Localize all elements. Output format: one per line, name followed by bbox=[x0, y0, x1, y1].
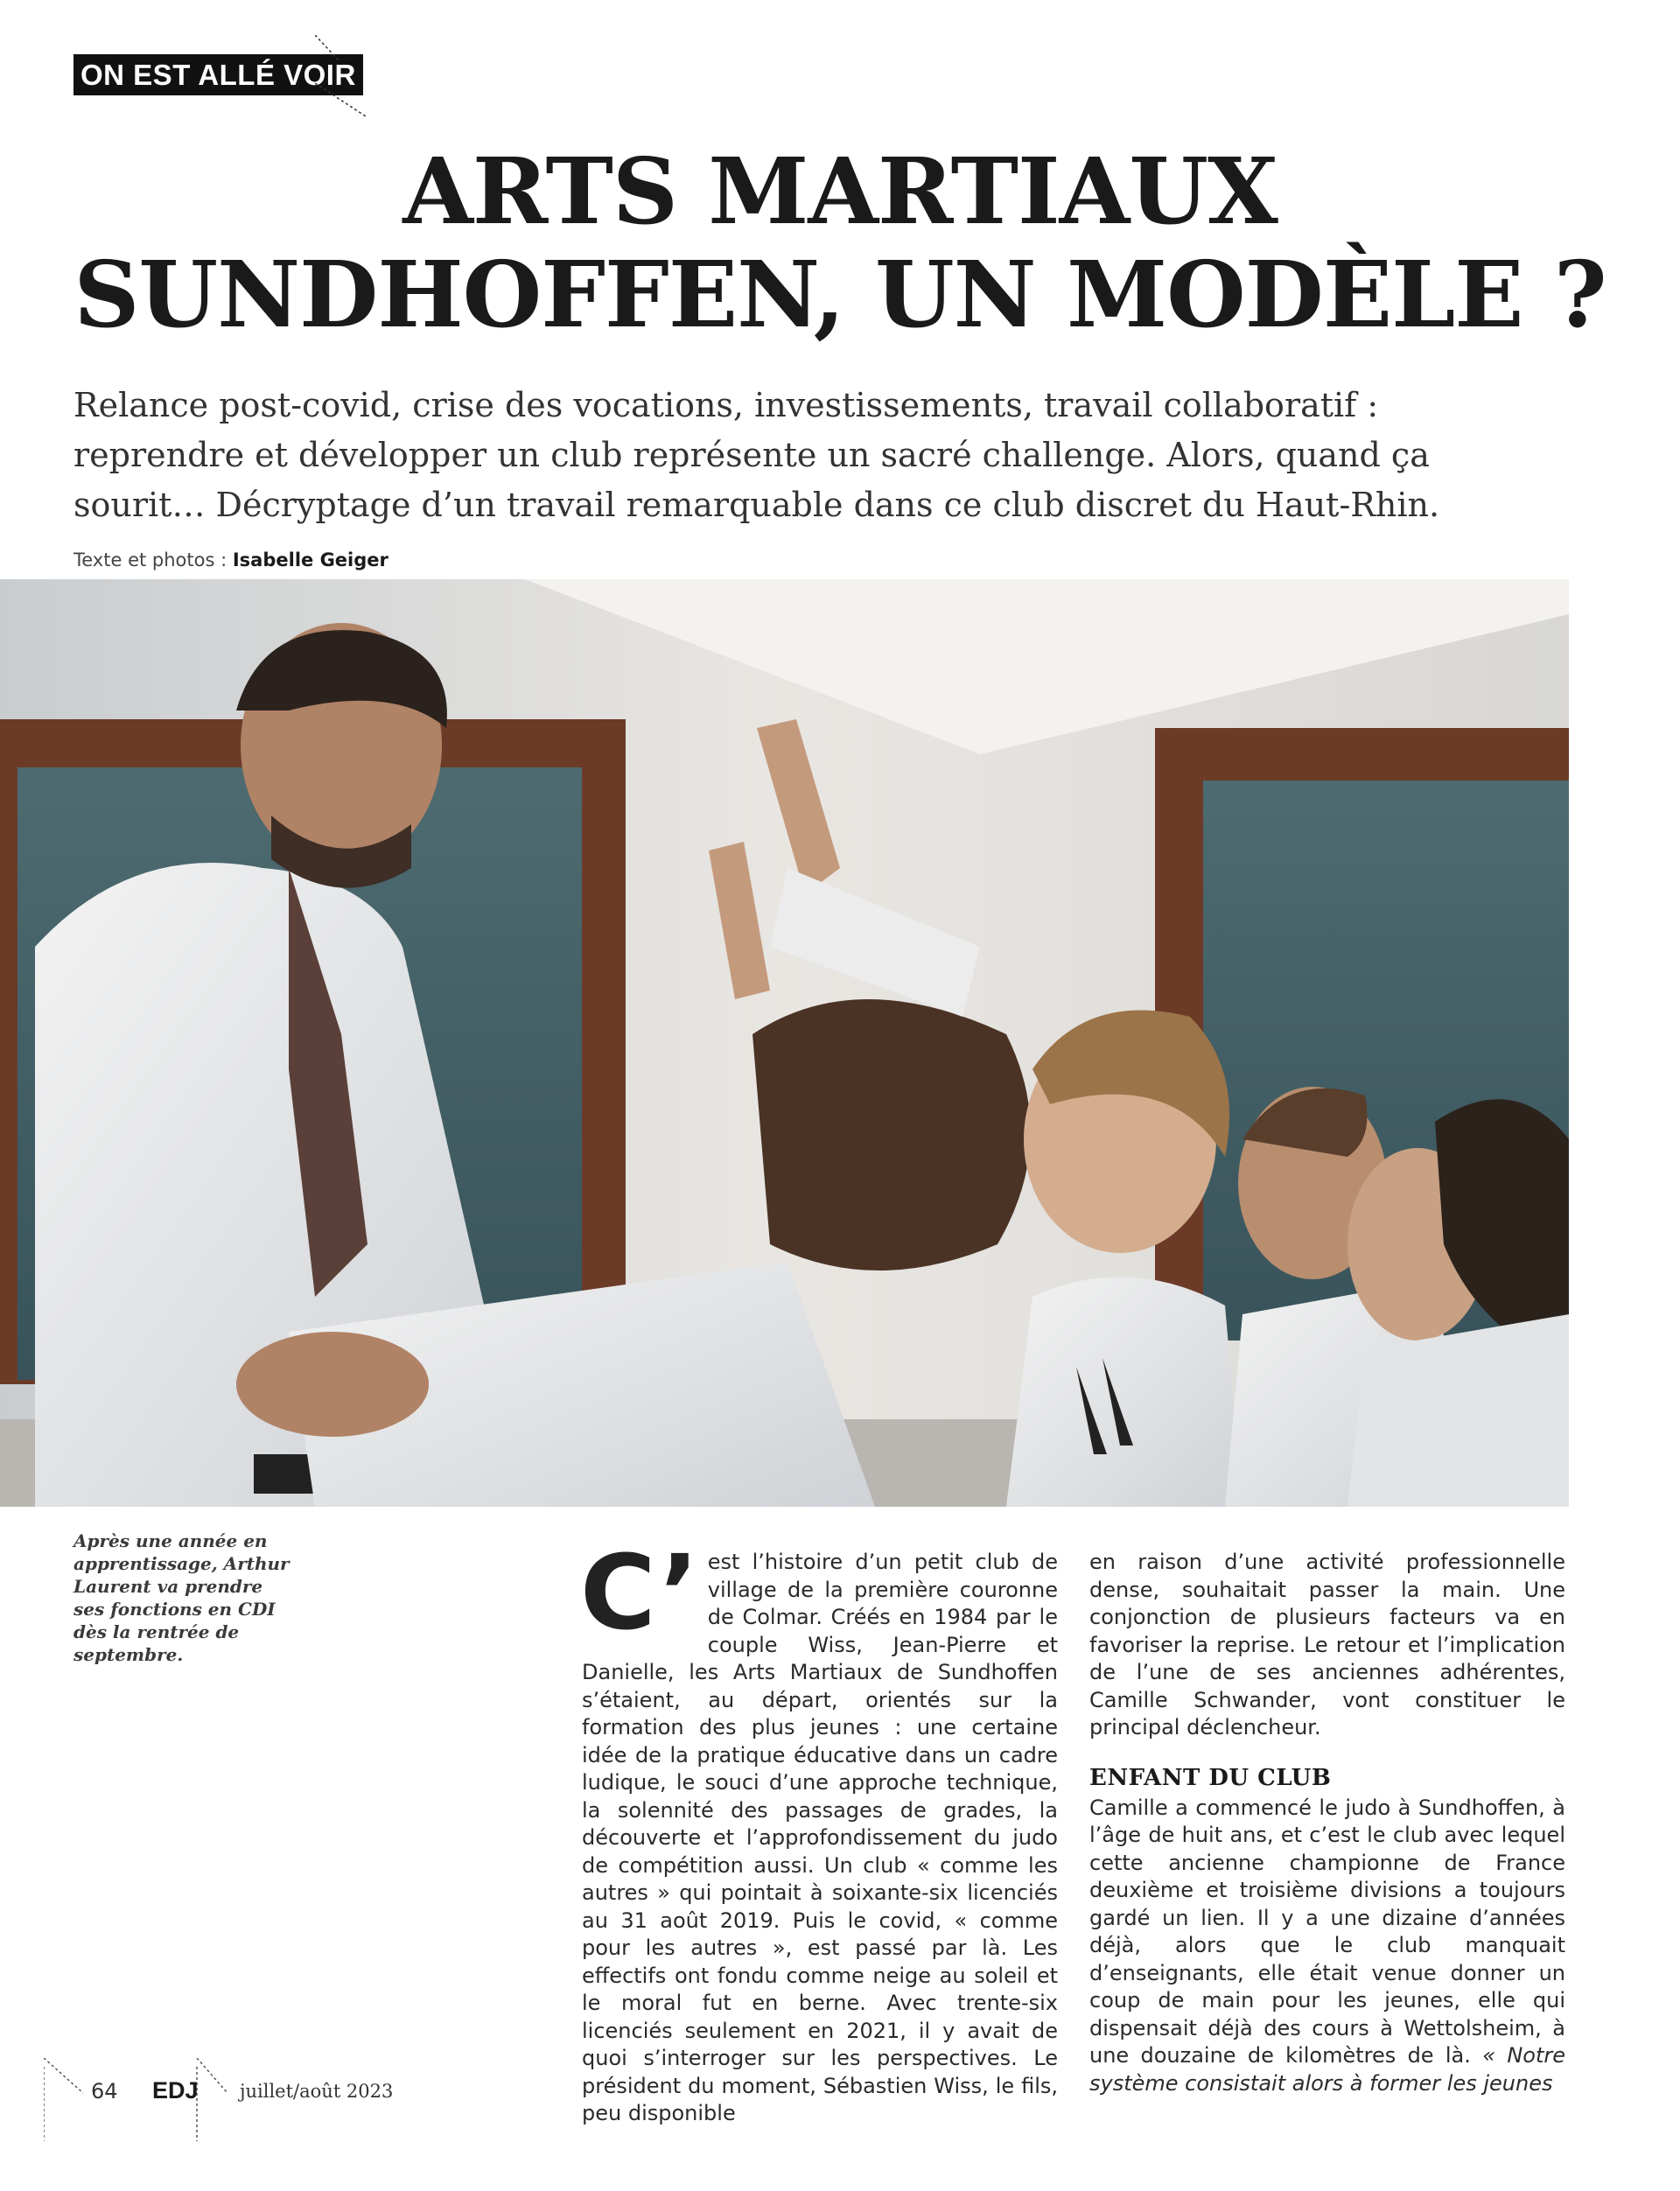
photo-caption: Après une année en apprentissage, Arthur Laurent va prendre ses fonctions en CDI dès la rentrée de septembre. bbox=[74, 1530, 290, 1665]
article-lead bbox=[74, 381, 1474, 585]
judo-class-photo bbox=[0, 579, 1569, 1507]
title-line-1: ARTS MARTIAUX bbox=[402, 137, 1278, 245]
issue-date: juillet/août 2023 bbox=[240, 2081, 394, 2102]
drop-cap: C’ bbox=[580, 1532, 699, 1653]
paragraph-1: est l’histoire d’un petit club de village de la première couronne de Colmar. Créés en 1984 par le couple Wiss, Jean-Pierre et Danielle, les Arts Martiaux de Sundhoffen s’étaient, au départ, orientés sur la formation des plus jeunes : une certaine idée de la pratique éducative dans un cadre ludique, le souci d’une approche technique, la solennité des passages de grades, la découverte et l’approfondissement du judo de compétition aussi. Un club « comme les autres » qui pointait à soixante-six licenciés au 31 août 2019. Puis le covid, « comme pour les autres », est passé par là. Les effectifs ont fondu comme neige au soleil et le moral fut en berne. Avec trente-six licenciés seulement en 2021, il y avait de quoi s’interroger sur les perspectives. Le président du moment, Sébastien Wiss, le fils, peu disponible bbox=[582, 1550, 1058, 2125]
quote-start: « Notre système consistait alors à former les jeunes bbox=[1089, 2043, 1566, 2096]
article-column-2 bbox=[1089, 1549, 1565, 2097]
kicker-decoration bbox=[315, 35, 368, 118]
section-subheading: ENFANT DU CLUB bbox=[1089, 1764, 1332, 1791]
article-column-1 bbox=[580, 1532, 1058, 2128]
page-number: 64 bbox=[91, 2079, 118, 2104]
lead-text: Relance post-covid, crise des vocations, investissements, travail collaboratif : reprendre et développer un club représente un sacré challenge. Alors, quand ça sourit… Décryptage d’un travail remarquable dans ce club discret du Haut-Rhin. bbox=[74, 386, 1440, 524]
paragraph-2: en raison d’une activité professionnelle dense, souhaitait passer la main. Une conjonction de plusieurs facteurs va en favoriser la reprise. Le retour et l’implication de l’une de ses anciennes adhérentes, Camille Schwander, vont constituer le principal déclencheur. bbox=[1089, 1550, 1565, 1740]
photo-illustration bbox=[0, 579, 1569, 1507]
paragraph-3: Camille a commencé le judo à Sundhoffen, à l’âge de huit ans, et c’est le club avec lequel cette ancienne championne de France deuxième et troisième divisions a toujours gardé un lien. Il y a une dizaine d’années déjà, alors que le club manquait d’enseignants, elle était venue donner un coup de main pour les jeunes, elle qui dispensait déjà des cours à Wettolsheim, à une douzaine de kilomètres de là. « Notre système consistait alors à former les jeunes bbox=[1089, 1795, 1566, 2096]
author-name: Isabelle Geiger bbox=[232, 550, 388, 570]
photo-credit: Texte et photos : Isabelle Geiger bbox=[74, 550, 388, 570]
section-kicker: ON EST ALLÉ VOIR bbox=[74, 54, 363, 95]
magazine-brand: EDJ bbox=[152, 2077, 199, 2104]
article-title bbox=[0, 137, 1680, 348]
title-line-2: SUNDHOFFEN, UN MODÈLE ? bbox=[74, 241, 1606, 348]
